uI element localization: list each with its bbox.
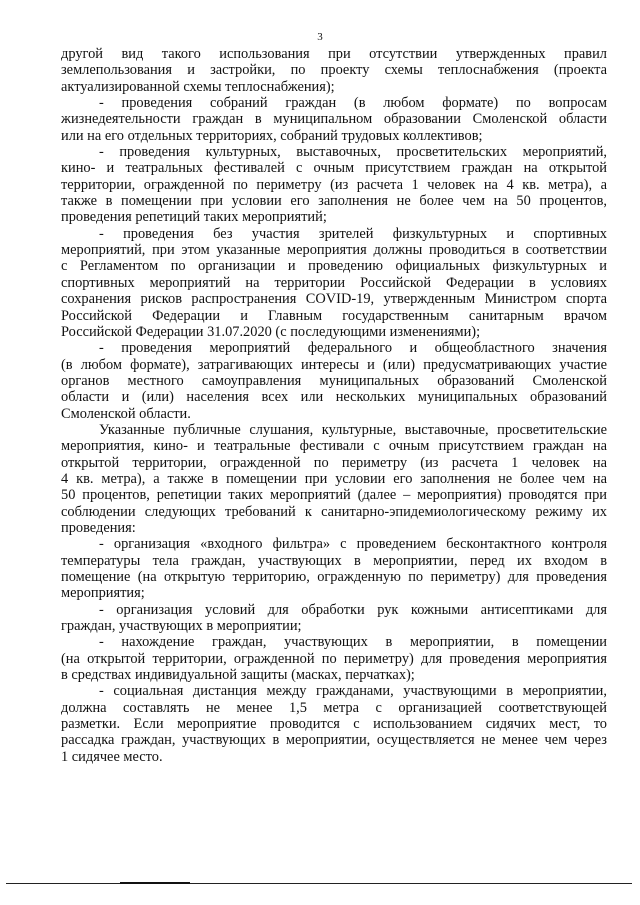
text-line: органов местного самоуправления муниципальных образований Смоленской — [61, 372, 607, 389]
text-line: 4 кв. метра), а также в помещении при условии его заполнения не более чем на — [61, 470, 607, 487]
text-line: температуры тела граждан, участвующих в мероприятии, перед их входом в — [61, 552, 607, 569]
text-line: актуализированной схемы теплоснабжения); — [61, 78, 335, 95]
text-line: Указанные публичные слушания, культурные, выставочные, просветительские — [99, 421, 607, 438]
text-line: 1 сидячее место. — [61, 748, 163, 765]
text-line: - организация условий для обработки рук кожными антисептиками для — [99, 601, 607, 618]
text-line: должна составлять не менее 1,5 метра с организацией соответствующей — [61, 699, 607, 716]
text-line: кино- и театральных фестивалей с очным присутствием граждан на открытой — [61, 160, 607, 177]
text-line: рассадка граждан, участвующих в мероприятии, осуществляется не менее чем через — [61, 732, 607, 749]
footer-rule — [6, 883, 632, 884]
text-line: граждан, участвующих в мероприятии; — [61, 618, 302, 635]
page-number: 3 — [317, 31, 323, 43]
text-line: (в любом формате), затрагивающих интересы и (или) предусматривающих участие — [61, 356, 607, 373]
text-line: мероприятия; — [61, 585, 145, 602]
text-line: Российской Федерации 31.07.2020 (с последующими изменениями); — [61, 323, 481, 340]
text-line: (на открытой территории, огражденной по периметру) для проведения мероприятия — [61, 650, 607, 667]
text-line: помещение (на открытую территорию, огражденную по периметру) для проведения — [61, 569, 607, 585]
text-line: Российской Федерации и Главным государственным санитарным врачом — [61, 307, 607, 324]
text-line: - проведения мероприятий федерального и общеобластного значения — [99, 340, 607, 357]
text-line: - нахождение граждан, участвующих в мероприятии, в помещении — [99, 634, 607, 651]
footer-rule-mark — [120, 882, 190, 884]
text-line: мероприятий, при этом указанные мероприятия должны проводиться в соответствии — [61, 242, 607, 259]
text-line: - проведения собраний граждан (в любом формате) по вопросам — [99, 95, 607, 112]
text-line: - проведения культурных, выставочных, просветительских мероприятий, — [99, 144, 607, 161]
text-line: соблюдении следующих требований к санитарно-эпидемиологическому режиму их — [61, 503, 607, 520]
text-line: проведения: — [61, 519, 136, 536]
text-line: спортивных мероприятий на территории Российской Федерации в условиях — [61, 274, 607, 291]
text-line: территории, огражденной по периметру (из расчета 1 человек на 4 кв. метра), а — [61, 176, 607, 193]
document-body — [61, 46, 607, 765]
text-line: разметки. Если мероприятие проводится с использованием сидячих мест, то — [61, 716, 607, 733]
text-line: сохранения рисков распространения COVID-19, утвержденным Министром спорта — [61, 291, 607, 308]
text-line: жизнедеятельности граждан в муниципальном образовании Смоленской области — [61, 111, 607, 128]
text-line: 50 процентов, репетиции таких мероприятий (далее – мероприятия) проводятся при — [61, 487, 607, 504]
text-line: проведения репетиций таких мероприятий; — [61, 209, 327, 226]
text-line: Смоленской области. — [61, 405, 191, 422]
text-line: - проведения без участия зрителей физкультурных и спортивных — [99, 225, 607, 242]
text-line: области и (или) населения всех или нескольких муниципальных образований — [61, 389, 607, 406]
text-line: с Регламентом по организации и проведению официальных физкультурных и — [61, 258, 607, 275]
text-line: в средствах индивидуальной защиты (масках, перчатках); — [61, 667, 415, 684]
text-line: другой вид такого использования при отсутствии утвержденных правил — [61, 46, 607, 62]
text-line: или на его отдельных территориях, собраний трудовых коллективов; — [61, 127, 483, 144]
text-line: открытой территории, огражденной по периметру (из расчета 1 человек на — [61, 454, 607, 471]
text-line: - социальная дистанция между гражданами, участвующими в мероприятии, — [99, 683, 607, 700]
text-line: также в помещении при условии его заполнения не более чем на 50 процентов, — [61, 193, 607, 210]
text-line: - организация «входного фильтра» с проведением бесконтактного контроля — [99, 536, 607, 553]
text-line: мероприятия, кино- и театральные фестивали с очным присутствием граждан на — [61, 438, 607, 455]
text-line: землепользования и застройки, по проекту схемы теплоснабжения (проекта — [61, 62, 607, 79]
